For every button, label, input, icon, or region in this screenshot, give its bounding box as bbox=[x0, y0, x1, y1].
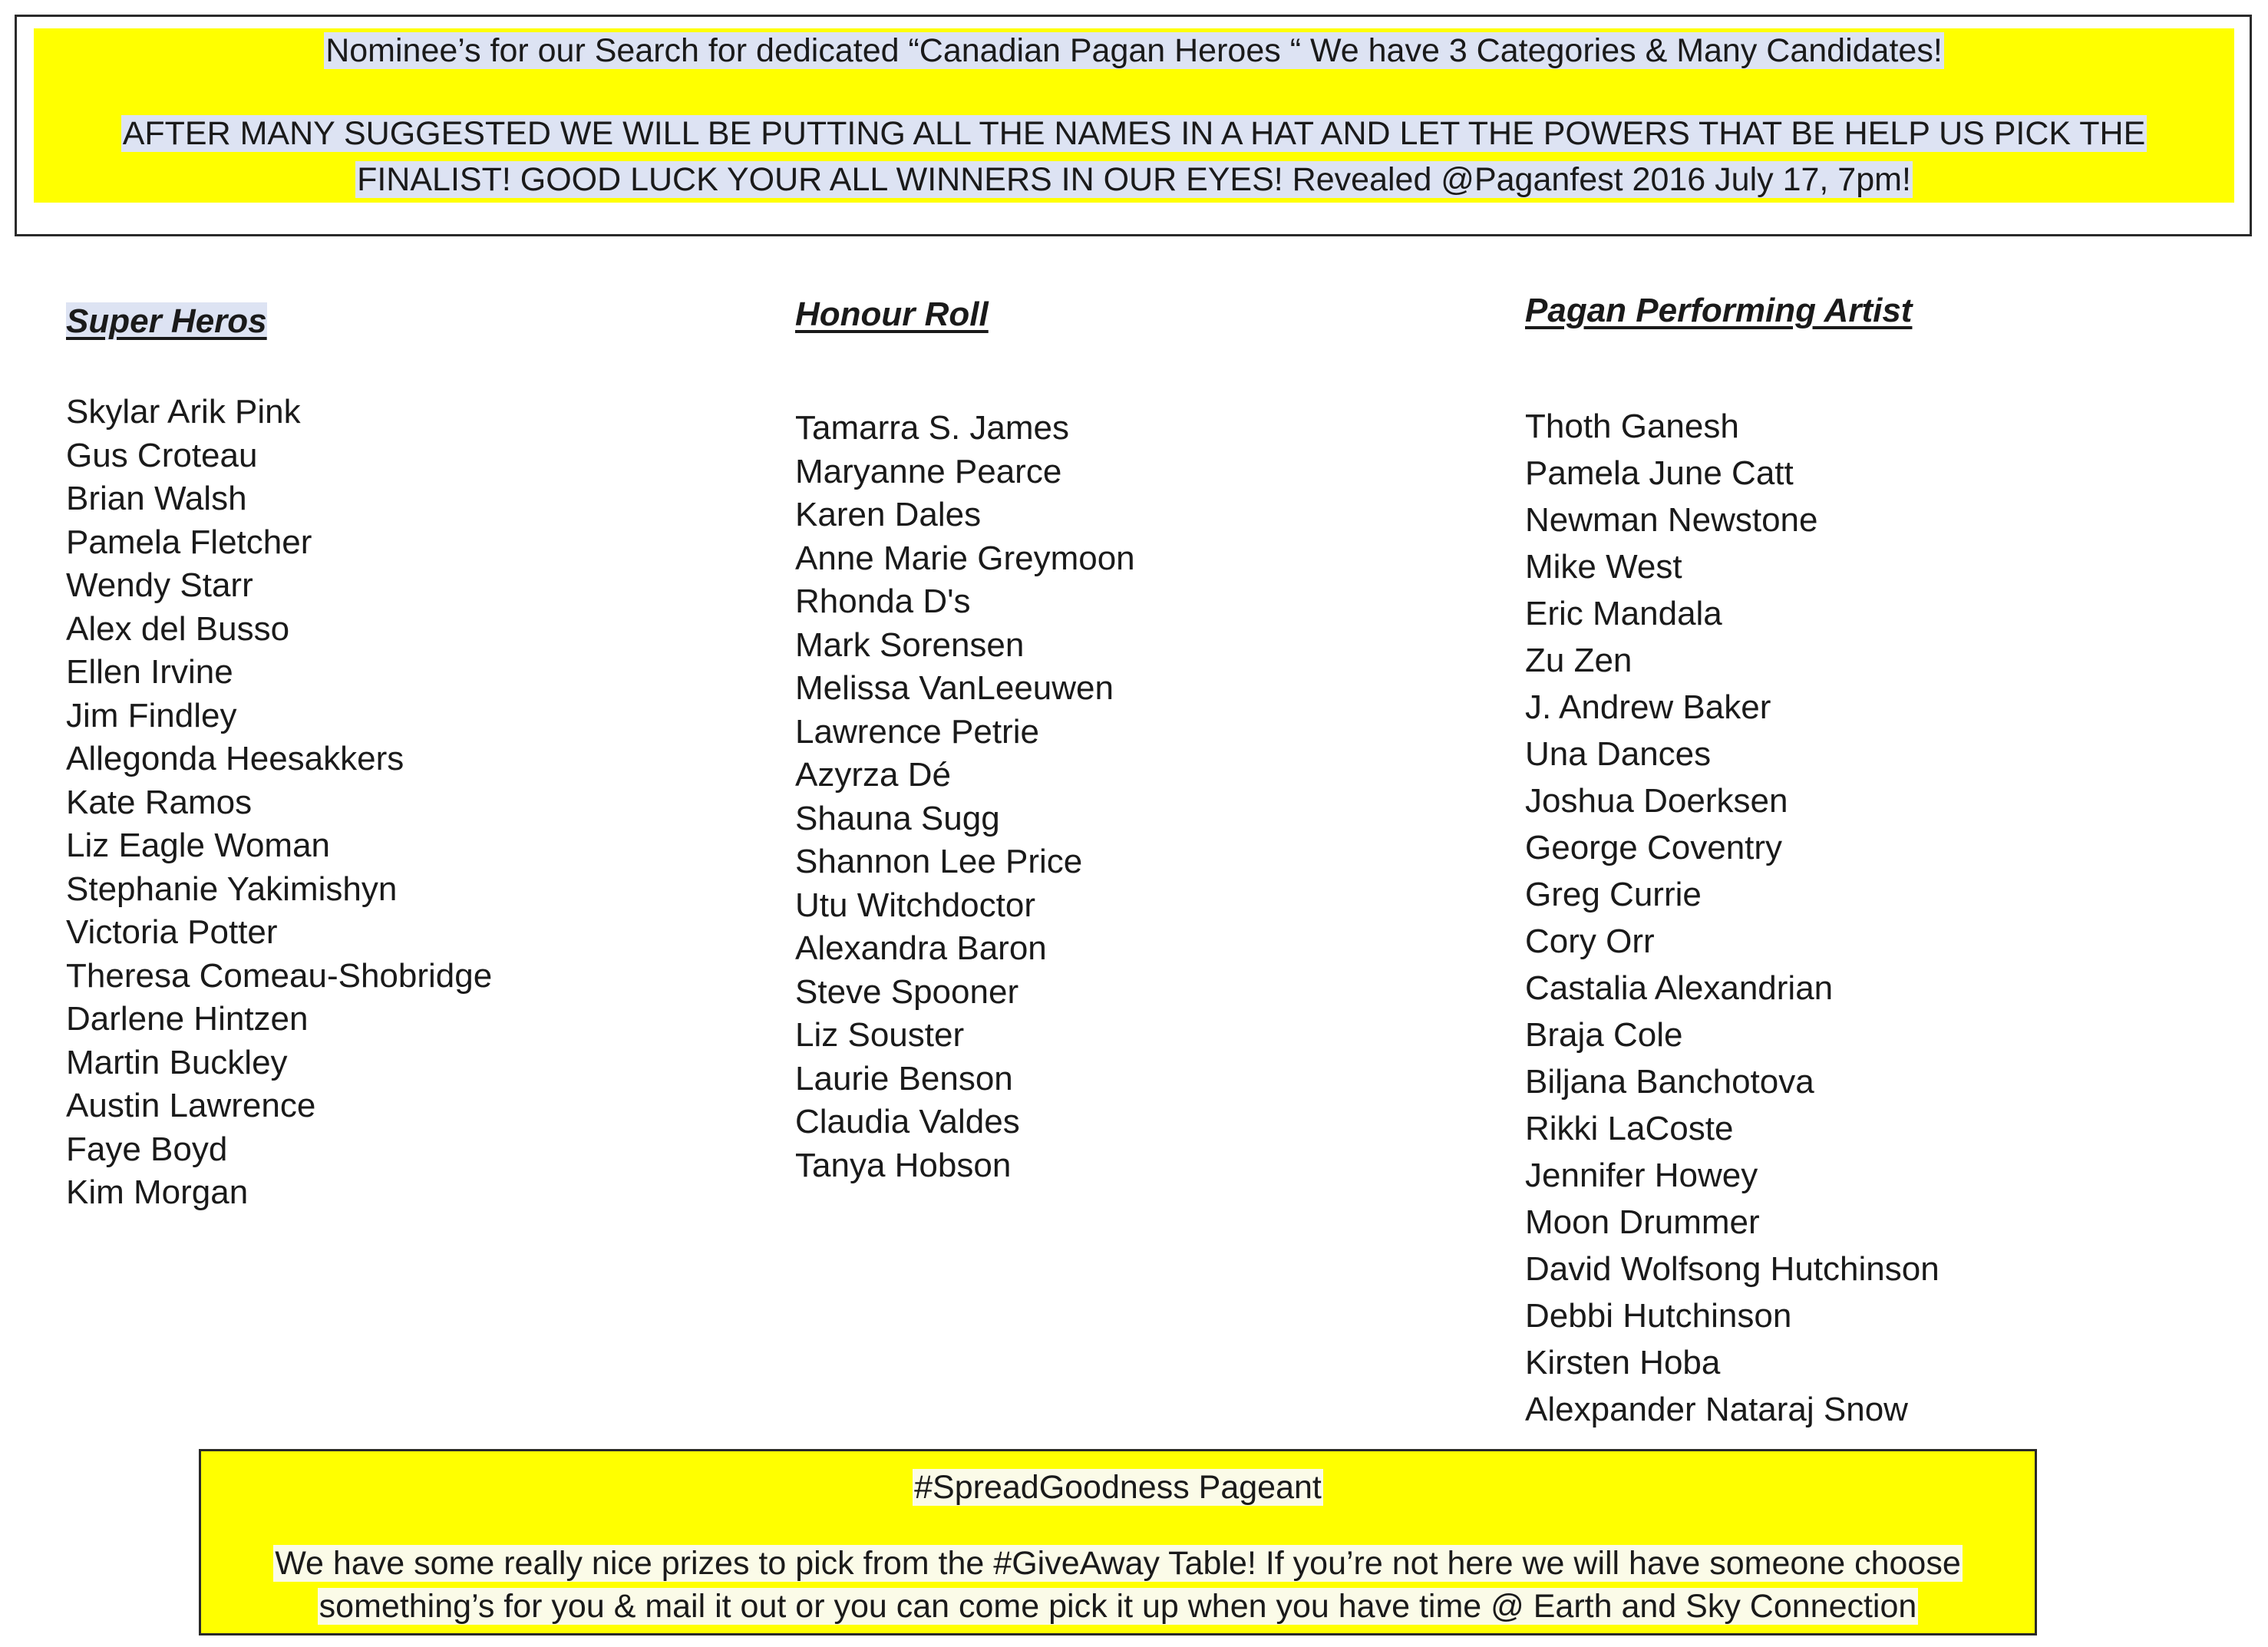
nominee-name: Rikki LaCoste bbox=[1525, 1110, 1734, 1147]
nominee-name: Laurie Benson bbox=[795, 1059, 1013, 1097]
column-heading: Honour Roll bbox=[795, 295, 989, 333]
nominee-name: Tamarra S. James bbox=[795, 409, 1069, 447]
nominee-name: Newman Newstone bbox=[1525, 501, 1818, 539]
nominee-name: Jim Findley bbox=[66, 696, 237, 734]
nominee-name: David Wolfsong Hutchinson bbox=[1525, 1250, 1940, 1288]
nominee-name: Gus Croteau bbox=[66, 436, 258, 474]
nominee-name: Zu Zen bbox=[1525, 642, 1632, 679]
nominee-name: Moon Drummer bbox=[1525, 1203, 1760, 1241]
column-heading: Pagan Performing Artist bbox=[1525, 292, 1913, 329]
nominee-name: Anne Marie Greymoon bbox=[795, 539, 1135, 577]
nominee-name: Joshua Doerksen bbox=[1525, 782, 1788, 820]
nominee-name: Biljana Banchotova bbox=[1525, 1063, 1814, 1101]
nominee-list bbox=[66, 391, 492, 1215]
nominee-name: Liz Eagle Woman bbox=[66, 827, 331, 864]
nominee-name: Theresa Comeau-Shobridge bbox=[66, 956, 493, 995]
nominee-name: Skylar Arik Pink bbox=[66, 393, 301, 431]
nominee-name: Thoth Ganesh bbox=[1525, 408, 1739, 445]
nominee-name: Allegonda Heesakkers bbox=[66, 740, 404, 777]
nominee-name: Mike West bbox=[1525, 548, 1682, 586]
nominee-name: Rhonda D's bbox=[795, 583, 971, 620]
nominee-name: George Coventry bbox=[1525, 829, 1783, 866]
bottom-banner-line-1: We have some really nice prizes to pick from the #GiveAway Table! If you’re not here we will have someone choose bbox=[275, 1545, 1961, 1582]
top-banner-announcement-line-2: FINALIST! GOOD LUCK YOUR ALL WINNERS IN OUR EYES! Revealed @Paganfest 2016 July 17, 7pm! bbox=[357, 161, 1911, 198]
nominee-name: Brian Walsh bbox=[66, 480, 247, 517]
bottom-banner-title: #SpreadGoodness Pageant bbox=[914, 1469, 1322, 1506]
nominee-name: Jennifer Howey bbox=[1525, 1157, 1758, 1194]
nominee-name: Martin Buckley bbox=[66, 1043, 288, 1081]
nominee-name: J. Andrew Baker bbox=[1525, 688, 1771, 726]
nominee-name: Greg Currie bbox=[1525, 876, 1702, 913]
nominee-name: Melissa VanLeeuwen bbox=[795, 669, 1114, 707]
nominee-name: Kate Ramos bbox=[66, 783, 253, 821]
nominee-name: Wendy Starr bbox=[66, 566, 253, 604]
nominee-name: Alexandra Baron bbox=[795, 929, 1047, 967]
nominee-name: Karen Dales bbox=[795, 496, 982, 533]
nominee-list bbox=[1525, 403, 1940, 1433]
nominee-name: Stephanie Yakimishyn bbox=[66, 870, 398, 908]
nominee-name: Pamela Fletcher bbox=[66, 523, 312, 561]
nominee-name: Cory Orr bbox=[1525, 923, 1655, 960]
nominee-name: Braja Cole bbox=[1525, 1016, 1683, 1054]
nominee-name: Shauna Sugg bbox=[795, 799, 1000, 837]
nominee-name: Castalia Alexandrian bbox=[1525, 969, 1834, 1007]
nominee-name: Kim Morgan bbox=[66, 1173, 249, 1211]
nominee-name: Victoria Potter bbox=[66, 913, 278, 951]
nominee-name: Shannon Lee Price bbox=[795, 843, 1083, 880]
nominee-name: Alexpander Nataraj Snow bbox=[1525, 1391, 1908, 1428]
bottom-banner bbox=[199, 1449, 2037, 1635]
nominee-name: Liz Souster bbox=[795, 1016, 965, 1054]
nominee-name: Austin Lawrence bbox=[66, 1087, 316, 1124]
nominee-list bbox=[795, 407, 1135, 1187]
nominee-name: Alex del Busso bbox=[66, 609, 290, 648]
nominee-name: Claudia Valdes bbox=[795, 1103, 1020, 1140]
nominee-name: Mark Sorensen bbox=[795, 625, 1025, 664]
nominee-name: Kirsten Hoba bbox=[1525, 1344, 1721, 1381]
bottom-banner-line-2: something’s for you & mail it out or you can come pick it up when you have time @ Earth and Sky Connection bbox=[319, 1588, 1917, 1625]
nominee-name: Utu Witchdoctor bbox=[795, 886, 1035, 924]
nominee-name: Steve Spooner bbox=[795, 972, 1019, 1011]
nominee-name: Lawrence Petrie bbox=[795, 712, 1039, 751]
nominee-name: Azyrza Dé bbox=[795, 756, 951, 794]
top-banner bbox=[34, 28, 2234, 203]
nominee-name: Darlene Hintzen bbox=[66, 1000, 309, 1038]
nominee-name: Debbi Hutchinson bbox=[1525, 1297, 1792, 1335]
column-heading: Super Heros bbox=[66, 302, 267, 340]
nominee-name: Maryanne Pearce bbox=[795, 452, 1062, 490]
top-banner-announcement-line-1: AFTER MANY SUGGESTED WE WILL BE PUTTING ALL THE NAMES IN A HAT AND LET THE POWERS THAT BE HELP US PICK THE bbox=[122, 115, 2146, 152]
nominee-name: Eric Mandala bbox=[1525, 595, 1722, 632]
nominee-name: Una Dances bbox=[1525, 735, 1712, 773]
nominee-name: Pamela June Catt bbox=[1525, 454, 1794, 492]
nominee-name: Faye Boyd bbox=[66, 1130, 228, 1168]
top-banner-headline: Nominee’s for our Search for dedicated “Canadian Pagan Heroes “ We have 3 Categories & Many Candidates! bbox=[325, 32, 1943, 69]
nominee-name: Ellen Irvine bbox=[66, 653, 233, 691]
nominee-name: Tanya Hobson bbox=[795, 1146, 1012, 1184]
